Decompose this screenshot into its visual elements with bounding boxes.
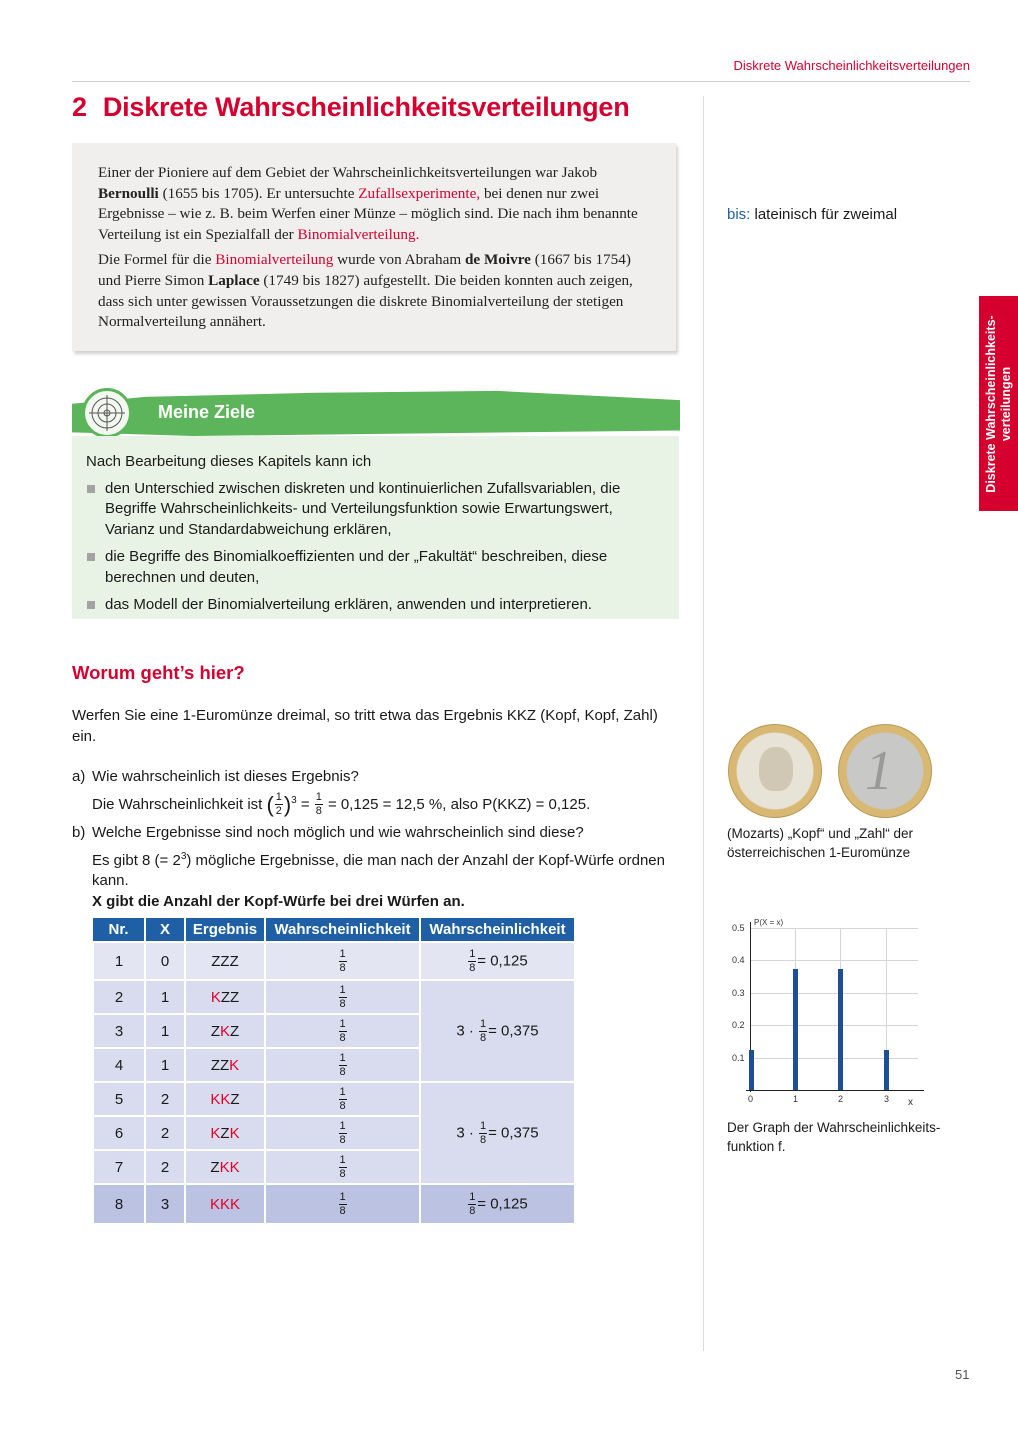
cell-x: 2 xyxy=(145,1082,185,1116)
cell-group-p: $\frac{1}{8}$ = 0,125 xyxy=(420,1184,575,1224)
cell-x: 1 xyxy=(145,1048,185,1082)
question-a xyxy=(72,767,684,817)
section-heading: Worum geht’s hier? xyxy=(72,662,245,683)
square-bullet-icon xyxy=(87,485,95,493)
chapter-title-text: Diskrete Wahrscheinlichkeitsverteilungen xyxy=(102,92,630,122)
x-axis xyxy=(746,1090,924,1091)
chapter-number: 2 xyxy=(72,92,87,122)
target-crosshair-icon xyxy=(82,388,132,438)
cell-x: 0 xyxy=(145,942,185,980)
cell-p: $\frac{1}{8}$ xyxy=(265,942,420,980)
cell-result: KZZ xyxy=(185,980,265,1014)
coin-caption: (Mozarts) „Kopf“ und „Zahl“ der österreichischen 1-Euromünze xyxy=(727,826,914,860)
table-header-row xyxy=(93,918,575,942)
cell-nr: 2 xyxy=(93,980,145,1014)
cell-p: $\frac{1}{8}$ xyxy=(265,1184,420,1224)
coin-digit: 1 xyxy=(865,740,893,802)
cell-nr: 4 xyxy=(93,1048,145,1082)
y-tick: 0.1 xyxy=(732,1053,745,1063)
chapter-title xyxy=(72,92,630,123)
column-divider xyxy=(703,96,704,1351)
cell-group-p: 3 · $\frac{1}{8}$ = 0,375 xyxy=(420,1082,575,1184)
intro-text: (1655 bis 1705). Er untersuchte xyxy=(158,184,359,202)
goals-lead: Nach Bearbeitung dieses Kapitels kann ich xyxy=(86,453,372,470)
cell-nr: 3 xyxy=(93,1014,145,1048)
header-wahrscheinlichkeit: Wahrscheinlichkeit xyxy=(265,918,420,942)
table-row xyxy=(93,1082,575,1116)
side-tab-label: Diskrete Wahrscheinlichkeits- verteilungen xyxy=(983,314,1013,493)
cell-nr: 1 xyxy=(93,942,145,980)
cell-group-p: $\frac{1}{8}$ = 0,125 xyxy=(420,942,575,980)
question-label: b) xyxy=(72,824,86,842)
cell-nr: 5 xyxy=(93,1082,145,1116)
header-x: X xyxy=(145,918,185,942)
cell-result: ZKK xyxy=(185,1150,265,1184)
intro-box xyxy=(72,143,676,351)
bar-x1 xyxy=(793,969,798,1090)
goals-list xyxy=(86,479,665,616)
formula: ( xyxy=(266,791,274,817)
x-tick: 3 xyxy=(884,1094,890,1104)
x-tick: 2 xyxy=(838,1094,844,1104)
y-tick: 0.2 xyxy=(732,1020,745,1030)
cell-p: $\frac{1}{8}$ xyxy=(265,1150,420,1184)
header-wahrscheinlichkeit-grouped: Wahrscheinlichkeit xyxy=(420,918,575,942)
cell-result: KZK xyxy=(185,1116,265,1150)
exponent: 3 xyxy=(180,850,187,862)
cell-result: ZZK xyxy=(185,1048,265,1082)
intro-text: bei denen nur zwei Ergebnisse – wie z. B. beim Werfen einer Münze – möglich sind. Die nach ihm benannte Verteilung ist ein Spezialfall der xyxy=(98,184,638,243)
goal-text: das Modell der Binomialverteilung erklären, anwenden und interpretieren. xyxy=(105,596,592,613)
y-tick: 0.3 xyxy=(732,988,745,998)
square-bullet-icon xyxy=(87,601,95,609)
cell-p: $\frac{1}{8}$ xyxy=(265,980,420,1014)
x-tick: 1 xyxy=(793,1094,799,1104)
probability-table xyxy=(92,918,576,1225)
chart-caption: Der Graph der Wahrscheinlichkeits-funktion f. xyxy=(727,1120,941,1154)
page-number: 51 xyxy=(955,1367,970,1382)
answer-a: Die Wahrscheinlichkeit ist ( $\frac{1}{2}$ )$^3$ = $\frac{1}{8}$ = 0,125 = 12,5 %, also P(KKZ) = 0,125. xyxy=(92,791,591,818)
question-label: a) xyxy=(72,768,86,785)
goal-text: den Unterschied zwischen diskreten und kontinuierlichen Zufallsvariablen, die Begriffe Wahrscheinlichkeits- und Verteilungsfunktion sowie Erwartungswert, Varianz und Standardabweichung erklären, xyxy=(105,479,621,538)
bar-x2 xyxy=(838,969,843,1090)
cell-result: ZZZ xyxy=(185,942,265,980)
table-row xyxy=(93,1184,575,1224)
definition-x: X gibt die Anzahl der Kopf-Würfe bei drei Würfen an. xyxy=(92,892,465,910)
name-bernoulli: Bernoulli xyxy=(98,184,159,202)
goal-item xyxy=(86,595,665,616)
answer-text: = 0,125 = 12,5 %, also P(KKZ) = 0,125. xyxy=(323,795,591,813)
cell-p: $\frac{1}{8}$ xyxy=(265,1014,420,1048)
x-axis-label: x xyxy=(908,1097,913,1108)
x-tick: 0 xyxy=(748,1094,754,1104)
mozart-portrait-icon xyxy=(759,747,793,791)
goal-item xyxy=(86,547,665,588)
y-axis-label: P(X = x) xyxy=(754,918,784,927)
gridline xyxy=(750,993,918,994)
answer-text: Die Wahrscheinlichkeit ist xyxy=(92,795,267,813)
margin-note-text: lateinisch für zweimal xyxy=(750,206,898,223)
cell-group-p: 3 · $\frac{1}{8}$ = 0,375 xyxy=(420,980,575,1082)
formula: ) xyxy=(283,791,292,817)
margin-note xyxy=(727,206,897,223)
fraction: $\frac{1}{8}$ xyxy=(315,791,322,818)
cell-p: $\frac{1}{8}$ xyxy=(265,1082,420,1116)
bar-x3 xyxy=(884,1050,889,1090)
header-ergebnis: Ergebnis xyxy=(185,918,265,942)
coin-tail-image xyxy=(838,724,932,818)
answer-b xyxy=(92,847,684,892)
glossary-link-binomialverteilung[interactable]: Binomialverteilung. xyxy=(297,225,420,243)
header-nr: Nr. xyxy=(93,918,145,942)
running-header: Diskrete Wahrscheinlichkeitsverteilungen xyxy=(733,58,970,73)
y-tick: 0.5 xyxy=(732,923,745,933)
goal-item xyxy=(86,479,665,541)
square-bullet-icon xyxy=(87,553,95,561)
intro-paragraph-2 xyxy=(98,250,650,332)
gridline xyxy=(750,928,918,929)
cell-x: 1 xyxy=(145,1014,185,1048)
question-list xyxy=(72,767,684,918)
question-text: Welche Ergebnisse sind noch möglich und wie wahrscheinlich sind diese? xyxy=(92,824,584,842)
probability-chart xyxy=(728,920,928,1110)
cell-x: 2 xyxy=(145,1116,185,1150)
coin-head-image xyxy=(728,724,822,818)
cell-result: ZKZ xyxy=(185,1014,265,1048)
gridline xyxy=(750,1025,918,1026)
question-b xyxy=(72,823,684,912)
intro-text: wurde von Abraham xyxy=(333,251,465,269)
cell-nr: 6 xyxy=(93,1116,145,1150)
cell-p: $\frac{1}{8}$ xyxy=(265,1116,420,1150)
goals-body xyxy=(72,436,679,619)
cell-x: 2 xyxy=(145,1150,185,1184)
name-laplace: Laplace xyxy=(208,271,260,289)
intro-text: (1667 bis 1754) und Pierre Simon xyxy=(98,251,631,289)
y-tick: 0.4 xyxy=(732,955,745,965)
glossary-link-zufallsexperimente[interactable]: Zufallsexperimente, xyxy=(358,184,481,202)
intro-text: Einer der Pioniere auf dem Gebiet der Wahrscheinlichkeitsverteilungen war Jakob xyxy=(98,164,598,181)
fraction: $\frac{1}{2}$ xyxy=(275,791,282,818)
goals-title: Meine Ziele xyxy=(158,402,256,422)
table-row xyxy=(93,942,575,980)
cell-x: 1 xyxy=(145,980,185,1014)
question-text: Wie wahrscheinlich ist dieses Ergebnis? xyxy=(92,768,359,785)
cell-nr: 7 xyxy=(93,1150,145,1184)
gridline xyxy=(750,960,918,961)
goal-text: die Begriffe des Binomialkoeffizienten und der „Fakultät“ beschreiben, diese berechnen und deuten, xyxy=(105,548,608,586)
cell-x: 3 xyxy=(145,1184,185,1224)
name-de-moivre: de Moivre xyxy=(464,251,531,269)
cell-result: KKZ xyxy=(185,1082,265,1116)
section-intro: Werfen Sie eine 1-Euromünze dreimal, so tritt etwa das Ergebnis KKZ (Kopf, Kopf, Zahl) ein. xyxy=(72,707,658,745)
margin-note-key: bis: xyxy=(727,206,751,223)
cell-result: KKK xyxy=(185,1184,265,1224)
table-row xyxy=(93,980,575,1014)
intro-paragraph-1 xyxy=(98,163,650,245)
bar-x0 xyxy=(749,1050,754,1090)
answer-text: Es gibt 8 (= 2 xyxy=(92,851,181,869)
header-divider xyxy=(72,81,970,82)
intro-text: (1749 bis 1827) aufgestellt. Die beiden konnten auch zeigen, dass sich unter gewissen Voraussetzungen die diskrete Binomialverteilung der stetigen Normalverteilung annähert. xyxy=(98,271,633,331)
answer-text: ) mögliche Ergebnisse, die man nach der Anzahl der Kopf-Würfe ordnen kann. xyxy=(92,851,665,890)
chapter-side-tab[interactable] xyxy=(979,296,1018,511)
gridline xyxy=(750,1058,918,1059)
intro-text: Die Formel für die xyxy=(98,251,216,269)
glossary-link-binomialverteilung[interactable]: Binomialverteilung xyxy=(215,251,334,269)
cell-nr: 8 xyxy=(93,1184,145,1224)
cell-p: $\frac{1}{8}$ xyxy=(265,1048,420,1082)
